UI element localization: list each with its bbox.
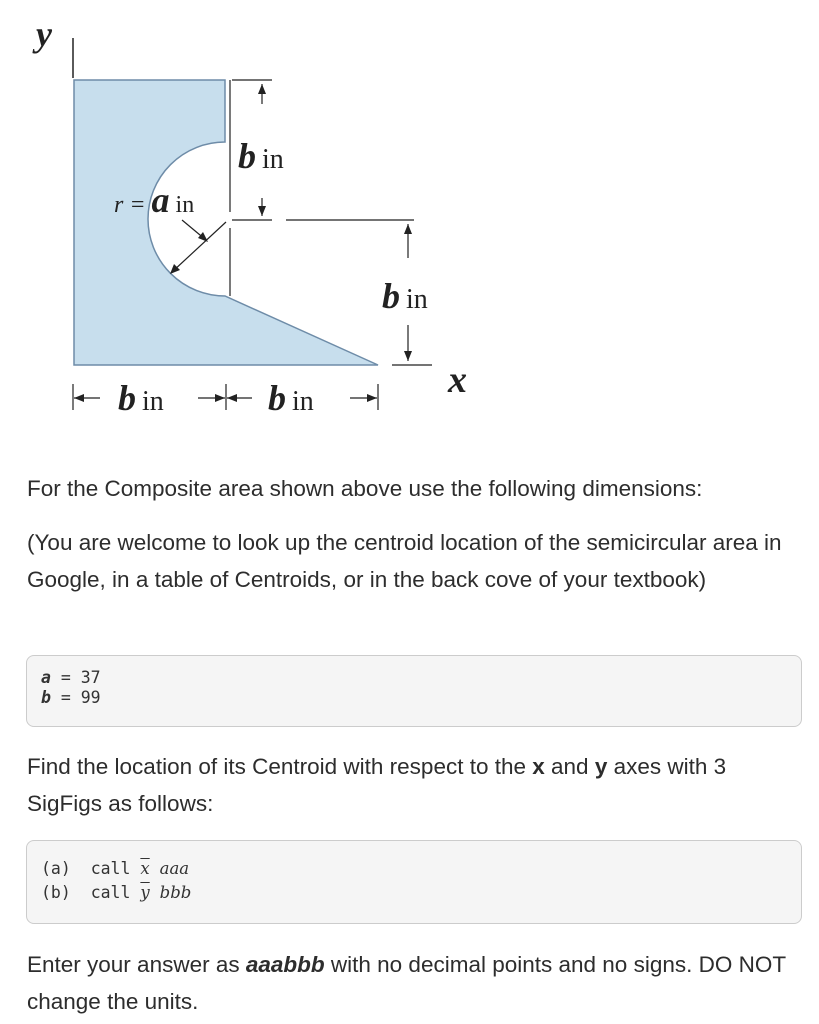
part-b-line: (b) call $\overline{y}$ bbb — [41, 883, 192, 902]
dim-top-label: b in — [238, 136, 284, 176]
radius-label: r = a in — [114, 180, 195, 220]
dim-top-arrow-head — [258, 84, 266, 94]
dim-a-line: a = 37 — [41, 668, 101, 687]
dim-bottom-arrow-head-3 — [227, 394, 237, 402]
find-text: Find the location of its Centroid with respect to the x and y axes with 3 SigFigs as follows: — [27, 754, 727, 816]
dimensions-box — [26, 655, 802, 727]
y-axis-label: y — [36, 14, 52, 54]
dim-right-arrow-head — [404, 224, 412, 234]
x-axis-label: x — [448, 359, 467, 401]
dim-bottom-arrow-head-2 — [215, 394, 225, 402]
dim-bottom-arrow-head-4 — [367, 394, 377, 402]
parts-box — [26, 840, 802, 924]
note-text: (You are welcome to look up the centroid location of the semicircular area in Google, in a table of Centroids, or in the back cove of your textbook) — [27, 530, 782, 592]
dim-bottom-right-label: b in — [268, 378, 314, 418]
composite-area-figure — [0, 0, 520, 440]
dim-right-arrow-head2 — [404, 351, 412, 361]
dim-bottom-arrow-head-1 — [74, 394, 84, 402]
intro-text: For the Composite area shown above use the following dimensions: — [27, 476, 703, 501]
part-a-line: (a) call $\overline{x}$ aaa — [41, 859, 190, 878]
dim-b-line: b = 99 — [41, 688, 101, 707]
enter-text: Enter your answer as aaabbb with no decimal points and no signs. DO NOT change the units. — [27, 952, 786, 1014]
radius-line — [172, 222, 226, 272]
dim-bottom-left-label: b in — [118, 378, 164, 418]
dim-top-arrow-head2 — [258, 206, 266, 216]
dim-right-label: b in — [382, 276, 428, 316]
